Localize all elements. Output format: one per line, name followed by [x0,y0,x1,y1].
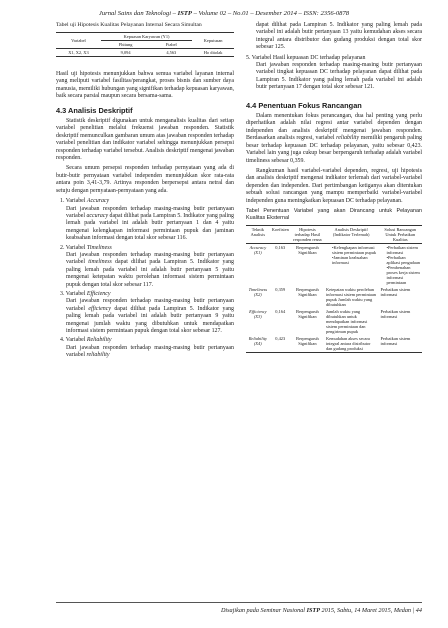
table2-header: Koefisien [271,226,289,232]
footer-rule [56,602,422,603]
table-row: Timeliness (X2) 0,359 Berpengaruh Signifikan Ketepatan waktu perolehan informasi sistem permintaan pupuk Jumlah waktu yang dibutuhkan Perbaikan sistem informasi [248,286,411,307]
list-item: 2. Variabel Timeliness Dari jawaban responden terhadap masing-masing butir pertanyaan variabel timeliness dapat dilihat pada Lampiran 5. Indikator yang paling lemah pada variabel ini adalah butir pertanyaan 5 yaitu mengenai ketepatan waktu perolehan informasi sistem permintaan pupuk dengan total skor sebesar 117. [60,244,234,288]
list-item: 3. Variabel Efficiency Dari jawaban responden terhadap masing-masing butir pertanyaan variabel efficiency dapat dilihat pada Lampiran 5. Indikator yang paling lemah pada variabel ini adalah butir pertanyaan 9 yaitu mengenai jumlah waktu yang dibutuhkan untuk mendapatkan informasi sistem permintaan pupuk dengan total skor sebesar 127. [60,290,234,334]
table1-col-fhitung: Fhitung [118,42,133,47]
journal-details: – Volume 02 – No.01 – Desember 2014 – ISSN: 2356-0878 [191,10,350,17]
journal-brand: ISTP [177,10,192,17]
table-row: Efficiency (X3) 0,164 Berpengaruh Signifikan Jumlah waktu yang dibutuhkan untuk mendapatkan informasi sistem permintaan dan pengiriman pupuk Perbaikan sistem informasi [249,308,411,334]
variable-list [56,198,234,360]
paragraph: Statistik deskriptif digunakan untuk menganalisis kualitas dari setiap variabel penelitian melalui frekuensi jawaban responden. Statistik deskriptif memunculkan gambaran umum atas jawaban responden terhadap variabel penelitian dan indikator variabel sehingga menunjukkan persepsi responden terhadap variabel tersebut. Analisis deskriptif mengenai jawaban responden. [56,118,234,162]
table2-header: Analisis Deskriptif (Indikator Terlemah) [332,226,370,237]
running-header: Jurnal Sains dan Teknologi – ISTP – Volume 02 – No.01 – Desember 2014 – ISSN: 2356-0878 [98,10,350,17]
table1-col-keputusan: Keputusan [203,38,223,43]
section-heading: 4.3 Analisis Deskriptif [56,105,133,115]
table-row: Reliability (X4) 0,423 Berpengaruh Signifikan Kemudahan akses secara integral antara distributor dan gudang produksi Perbaikan sistem informasi [246,335,422,353]
page-footer: Disajikan pada Seminar Nasional ISTP 2015, Sabtu, 14 Maret 2015, Medan | 44 [220,607,422,614]
table2-header: Hipotesis terhadap Hasil responden resna [293,226,322,242]
table2-header: Solusi Rancangan Untuk Perbaikan Kualitas [384,226,417,242]
section-heading: 4.4 Penentuan Fokus Rancangan [246,100,362,110]
table1-col-kepuasan: Kepuasan Karyawan (Y1) [101,33,192,41]
table-row: Accuracy (X1) 0,163 Berpengaruh Signifikan • Kelengkapan informasi sistem permintaan pupuk • Jaminan keabsahan informasi • Perbaikan sistem informasi • Perbaikan aplikasi pengadaan • Pembenahan proses kerja sistem informasi permintaan [246,243,422,286]
paragraph: dapat dilihat pada Lampiran 5. Indikator yang paling lemah pada variabel ini adalah butir pertanyaan 13 yaitu kemudahan akses secara integral antara distributor dan gudang produksi dengan total skor sebesar 125. [256,22,422,51]
paragraph: Secara umum persepsi responden terhadap pernyataan yang ada di butir-butir pernyataan variabel independen menunjukkan skor rata-rata antara poin 3,41-3,79. Artinya responden berpersepsi antara netral dan setuju dengan pernyataan-pernyataan yang ada. [56,165,234,194]
table-row: X1, X2, X3 9,094 4,563 Ho ditolak [56,49,234,57]
paragraph: Hasil uji hipotesis menunjukkan bahwa semua variabel layanan internal yang meliputi variabel fasilitas/perangkat, proses bisnis dan sumber daya manusia, memiliki hubungan yang signifikan terhadap kepuasan karyawan, baik secara parsial maupun secara bersama-sama. [56,71,234,100]
list-item: 5. Variabel Hasil kepuasan DC terhadap pelayanan Dari jawaban responden terhadap masing-masing butir pertanyaan variabel tingkat kepuasan DC terhadap pelayanan dapat dilihat pada Lampiran 5. Indikator yang paling lemah pada variabel ini adalah butir pertanyaan 17 dengan total skor sebesar 121. [246,54,422,91]
hypothesis-table [56,32,234,57]
list-item: 1. Variabel Accuracy Dari jawaban responden terhadap masing-masing butir pertanyaan variabel accuracy dapat dilihat pada Lampiran 5. Indikator yang paling lemah pada variabel ini adalah butir pertanyaan 1 dan 4 yaitu mengenai kelengkapan informasi permintaan pupuk dan jaminan keabsahan informasi dengan total skor sebesar 116. [60,198,234,242]
table1-col-variabel: Variabel [71,38,86,43]
left-column [56,22,234,362]
table2-header: Teknik Analisis [250,226,266,237]
paragraph: Rangkuman hasil variabel-variabel dependen, regresi, uji hipotesis dan analisis deskriptif mengenai indikator terlemah dari variabel-variabel dependen dan independen. Dari pertimbangan ketiganya akan ditentukan sebuah solusi rancangan yang mampu memperbaiki variabel-variabel independen guna meningkatkan kepuasan DC terhadap pelayanan. [246,167,422,204]
paragraph: Dalam menentukan fokus perancangan, dua hal penting yang perlu diperhatikan adalah nilai regresi antar variabel dependen dengan independen dan analisis deskriptif mengenai jawaban responden. Berdasarkan analisis regresi, variabel reliability memiliki pengaruh paling besar terhadap kepuasan DC terhadap pelayanan, yaitu sebesar 0,423. Variabel lain yang juga cukup besar berpengaruh terhadap adalah variabel timeliness sebesar 0,359. [246,113,422,164]
table1-col-ftabel: Ftabel [165,42,177,47]
right-column [246,22,422,353]
journal-name: Jurnal Sains dan Teknologi [98,10,172,17]
list-item: 4. Variabel Reliability Dari jawaban responden terhadap masing-masing butir pertanyaan variabel reliability [60,337,234,359]
design-table [246,225,422,353]
table1-caption: Tabel uji Hipotesis Kualitas Pelayanan Internal Secara Simultan [56,22,202,28]
table2-caption: Tabel Penentuan Variabel yang akan Dirancang untuk Pelayanan Kualitas Eksternal [246,207,422,221]
